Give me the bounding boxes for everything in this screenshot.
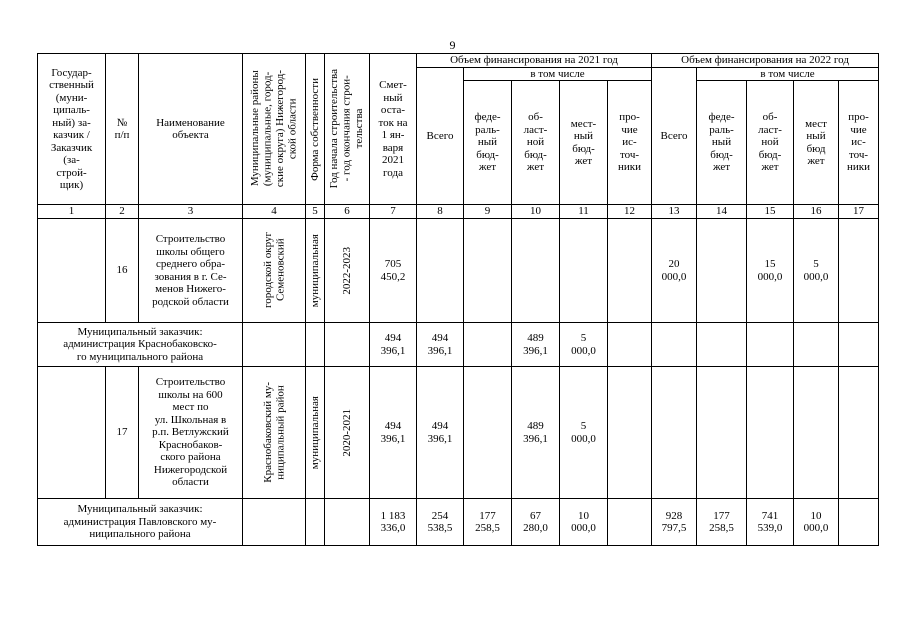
customer-cell [38, 219, 106, 323]
row-number: 17 [106, 367, 139, 499]
district-cell [243, 499, 306, 546]
value-o21 [608, 499, 652, 546]
column-number: 2 [106, 205, 139, 219]
ownership-cell: муниципальная [306, 367, 325, 499]
value-t22: 928 797,5 [652, 499, 697, 546]
column-number: 1 [38, 205, 106, 219]
header-fin-2022: Объем финансирования на 2022 год [652, 54, 879, 68]
district-cell: городской округ Семеновский [243, 219, 306, 323]
value-estimate: 1 183 336,0 [370, 499, 417, 546]
customer-row [38, 323, 879, 367]
column-number: 3 [139, 205, 243, 219]
column-number: 5 [306, 205, 325, 219]
financing-table [37, 53, 879, 546]
value-o21 [608, 323, 652, 367]
object-name: Строительство школы на 600 мест по ул. Школьная в р.п. Ветлужский Краснобаков- ского района Нижегородской области [139, 367, 243, 499]
header-total-2021: Всего [417, 67, 464, 205]
row-number: 16 [106, 219, 139, 323]
header-years: Год начала строительства - год окончания строи- тельства [325, 54, 370, 205]
value-estimate: 494 396,1 [370, 323, 417, 367]
header-fin-2021: Объем финансирования на 2021 год [417, 54, 652, 68]
column-number: 16 [794, 205, 839, 219]
value-l22: 10 000,0 [794, 499, 839, 546]
column-number: 15 [747, 205, 794, 219]
header-other-2021: про- чие ис- точ- ники [608, 81, 652, 205]
column-number: 9 [464, 205, 512, 219]
value-o21 [608, 219, 652, 323]
header-including-2022: в том числе [697, 67, 879, 81]
value-l22 [794, 367, 839, 499]
value-o22 [839, 323, 879, 367]
district-cell: Краснобаковский му- ниципальный район [243, 367, 306, 499]
customer-label: Муниципальный заказчик: администрация Краснобаковско- го муниципального района [38, 323, 243, 367]
value-r21: 489 396,1 [512, 323, 560, 367]
header-federal-2022: феде- раль- ный бюд- жет [697, 81, 747, 205]
column-number: 14 [697, 205, 747, 219]
customer-row [38, 499, 879, 546]
value-l21 [560, 219, 608, 323]
value-o22 [839, 219, 879, 323]
value-r22: 15 000,0 [747, 219, 794, 323]
value-t21: 494 396,1 [417, 367, 464, 499]
value-r21: 67 280,0 [512, 499, 560, 546]
header-local-2022: мест ный бюд жет [794, 81, 839, 205]
header-num: № п/п [106, 54, 139, 205]
header-districts: Муниципальные районы (муниципальные, город- ские округа) Нижегород- ской области [243, 54, 306, 205]
header-regional-2021: об- ласт- ной бюд- жет [512, 81, 560, 205]
value-r22 [747, 367, 794, 499]
column-number-row [38, 205, 879, 219]
column-number: 6 [325, 205, 370, 219]
object-name: Строительство школы общего среднего обра- зования в г. Се- менов Нижего- родской области [139, 219, 243, 323]
value-l22 [794, 323, 839, 367]
value-o22 [839, 499, 879, 546]
value-f21: 177 258,5 [464, 499, 512, 546]
header-row-1 [38, 54, 879, 68]
object-row [38, 367, 879, 499]
column-number: 8 [417, 205, 464, 219]
years-cell [325, 499, 370, 546]
value-t21: 254 538,5 [417, 499, 464, 546]
value-f21 [464, 219, 512, 323]
value-f21 [464, 367, 512, 499]
column-number: 12 [608, 205, 652, 219]
column-number: 7 [370, 205, 417, 219]
header-estimate: Смет- ный оста- ток на 1 ян- варя 2021 года [370, 54, 417, 205]
ownership-cell [306, 323, 325, 367]
value-f22 [697, 219, 747, 323]
header-federal-2021: феде- раль- ный бюд- жет [464, 81, 512, 205]
column-number: 13 [652, 205, 697, 219]
value-t21: 494 396,1 [417, 323, 464, 367]
page-number: 9 [449, 38, 456, 52]
years-cell [325, 323, 370, 367]
header-total-2022: Всего [652, 67, 697, 205]
ownership-cell [306, 499, 325, 546]
column-number: 10 [512, 205, 560, 219]
value-estimate: 705 450,2 [370, 219, 417, 323]
value-r21: 489 396,1 [512, 367, 560, 499]
value-l22: 5 000,0 [794, 219, 839, 323]
value-r22: 741 539,0 [747, 499, 794, 546]
district-cell [243, 323, 306, 367]
ownership-cell: муниципальная [306, 219, 325, 323]
value-l21: 5 000,0 [560, 323, 608, 367]
value-f22 [697, 323, 747, 367]
value-t21 [417, 219, 464, 323]
value-f22: 177 258,5 [697, 499, 747, 546]
value-r22 [747, 323, 794, 367]
customer-cell [38, 367, 106, 499]
value-l21: 10 000,0 [560, 499, 608, 546]
object-row [38, 219, 879, 323]
header-ownership: Форма собственности [306, 54, 325, 205]
header-other-2022: про- чие ис- точ- ники [839, 81, 879, 205]
years-cell: 2020-2021 [325, 367, 370, 499]
value-t22 [652, 367, 697, 499]
header-local-2021: мест- ный бюд- жет [560, 81, 608, 205]
column-number: 11 [560, 205, 608, 219]
value-o22 [839, 367, 879, 499]
value-f21 [464, 323, 512, 367]
value-r21 [512, 219, 560, 323]
column-number: 17 [839, 205, 879, 219]
value-l21: 5 000,0 [560, 367, 608, 499]
value-t22 [652, 323, 697, 367]
header-including-2021: в том числе [464, 67, 652, 81]
customer-label: Муниципальный заказчик: администрация Павловского му- ниципального района [38, 499, 243, 546]
header-object-name: Наименование объекта [139, 54, 243, 205]
value-f22 [697, 367, 747, 499]
value-t22: 20 000,0 [652, 219, 697, 323]
header-customer: Государ- ственный (муни- ципаль- ный) за- казчик / Заказчик (за- строй- щик) [38, 54, 106, 205]
header-regional-2022: об- ласт- ной бюд- жет [747, 81, 794, 205]
years-cell: 2022-2023 [325, 219, 370, 323]
value-o21 [608, 367, 652, 499]
column-number: 4 [243, 205, 306, 219]
value-estimate: 494 396,1 [370, 367, 417, 499]
